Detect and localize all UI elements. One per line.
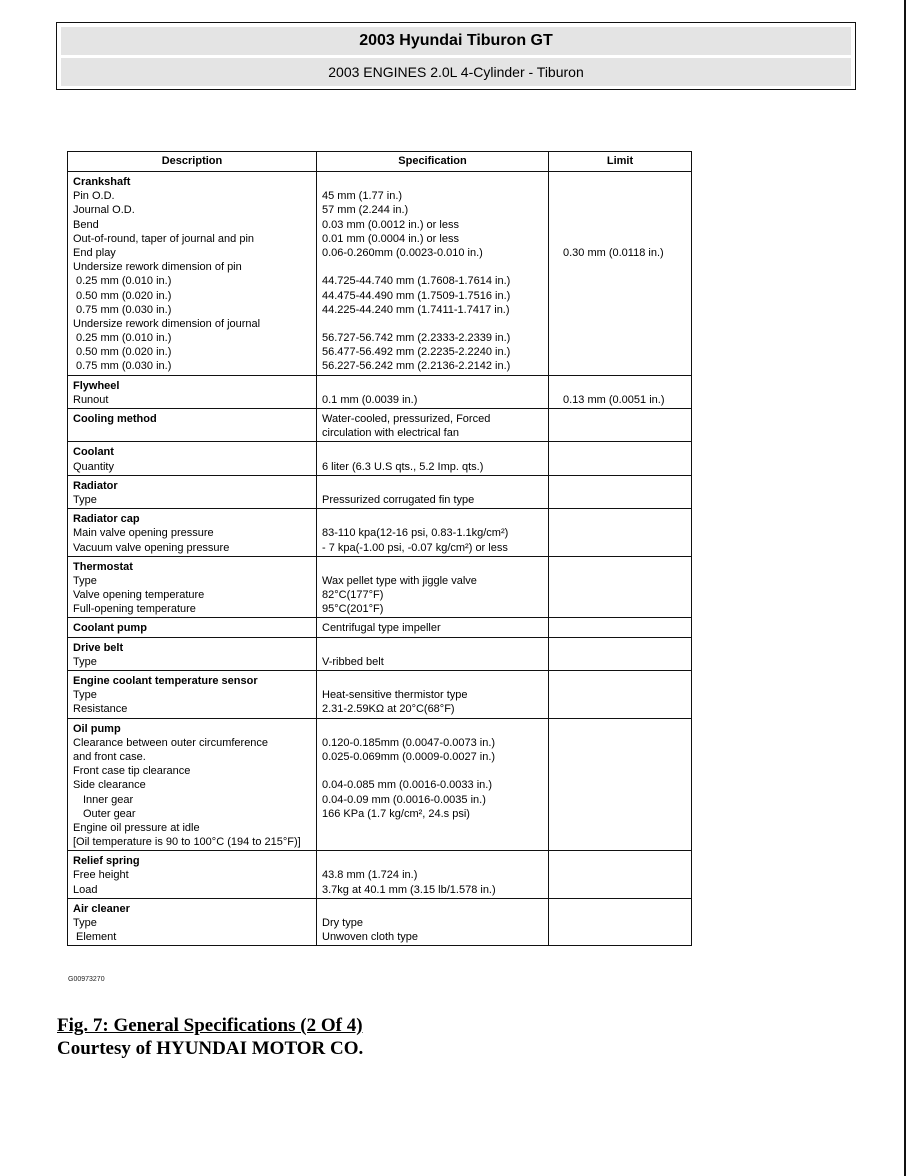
description-cell xyxy=(68,375,317,408)
blank-line xyxy=(563,702,691,716)
description-line: Element xyxy=(76,931,117,944)
section-heading: Radiator xyxy=(73,479,118,492)
blank-line xyxy=(563,641,691,655)
limit-line: 0.30 mm (0.0118 in.) xyxy=(563,246,664,259)
section-heading: Oil pump xyxy=(73,722,121,735)
blank-line xyxy=(563,493,691,507)
limit-line xyxy=(563,218,691,232)
description-line: Engine oil pressure at idle xyxy=(73,821,200,834)
specification-line: 0.03 mm (0.0012 in.) or less xyxy=(322,218,459,231)
description-line: Journal O.D. xyxy=(73,204,135,217)
limit-line xyxy=(563,175,691,189)
specification-line xyxy=(322,479,548,493)
specification-cell xyxy=(317,637,549,670)
column-header-description: Description xyxy=(68,152,317,172)
column-header-specification: Specification xyxy=(317,152,549,172)
blank-line xyxy=(563,574,691,588)
limit-line xyxy=(563,232,691,246)
description-cell xyxy=(68,442,317,475)
blank-line xyxy=(563,916,691,930)
description-cell xyxy=(68,898,317,946)
specification-cell xyxy=(317,409,549,442)
limit-cell xyxy=(549,556,692,618)
limit-cell xyxy=(549,671,692,719)
specification-line: 0.120-0.185mm (0.0047-0.0073 in.) xyxy=(322,736,496,749)
vehicle-title: 2003 Hyundai Tiburon GT xyxy=(61,27,851,55)
blank-line xyxy=(563,274,691,288)
section-heading: Relief spring xyxy=(73,855,140,868)
limit-cell xyxy=(549,409,692,442)
specification-line: 56.727-56.742 mm (2.2333-2.2339 in.) xyxy=(322,332,511,345)
description-line: Vacuum valve opening pressure xyxy=(73,541,230,554)
description-cell xyxy=(68,475,317,508)
blank-line xyxy=(563,260,691,274)
limit-line xyxy=(563,203,691,217)
blank-line xyxy=(563,359,691,373)
specification-line: circulation with electrical fan xyxy=(322,427,459,440)
limit-line xyxy=(563,189,691,203)
specification-line: 166 KPa (1.7 kg/cm², 24.s psi) xyxy=(322,807,470,820)
blank-line xyxy=(563,512,691,526)
table-row xyxy=(68,618,692,637)
description-line: Main valve opening pressure xyxy=(73,527,214,540)
table-row xyxy=(68,851,692,899)
blank-line xyxy=(563,750,691,764)
specification-line xyxy=(322,641,548,655)
blank-line xyxy=(563,688,691,702)
specification-line: 0.06-0.260mm (0.0023-0.010 in.) xyxy=(322,246,483,259)
specification-line: V-ribbed belt xyxy=(322,655,384,668)
specification-line: 56.477-56.492 mm (2.2235-2.2240 in.) xyxy=(322,346,511,359)
description-cell xyxy=(68,618,317,637)
table-body xyxy=(68,172,692,946)
limit-cell xyxy=(549,637,692,670)
description-line: Bend xyxy=(73,218,99,231)
section-heading: Crankshaft xyxy=(73,176,131,188)
description-line: Outer gear xyxy=(83,807,136,820)
blank-line xyxy=(563,460,691,474)
blank-line xyxy=(563,930,691,944)
table-row xyxy=(68,409,692,442)
blank-line xyxy=(563,736,691,750)
specification-line: 44.475-44.490 mm (1.7509-1.7516 in.) xyxy=(322,289,511,302)
specification-line: 43.8 mm (1.724 in.) xyxy=(322,869,418,882)
document-header xyxy=(56,22,856,90)
courtesy-line: Courtesy of HYUNDAI MOTOR CO. xyxy=(57,1038,364,1059)
description-cell xyxy=(68,851,317,899)
specification-line xyxy=(322,674,548,688)
section-subtitle: 2003 ENGINES 2.0L 4-Cylinder - Tiburon xyxy=(61,58,851,86)
table-row xyxy=(68,898,692,946)
blank-line xyxy=(563,854,691,868)
blank-line xyxy=(563,602,691,616)
limit-cell xyxy=(549,475,692,508)
blank-line xyxy=(563,778,691,792)
specification-line xyxy=(322,260,548,274)
description-line: 0.25 mm (0.010 in.) xyxy=(76,275,172,288)
limit-cell xyxy=(549,898,692,946)
description-line: Type xyxy=(73,655,97,668)
specification-cell xyxy=(317,509,549,557)
description-line: Undersize rework dimension of pin xyxy=(73,261,242,274)
description-line: Clearance between outer circumference xyxy=(73,736,269,749)
blank-line xyxy=(563,479,691,493)
section-heading: Air cleaner xyxy=(73,902,130,915)
specification-line: Heat-sensitive thermistor type xyxy=(322,689,468,702)
specification-line xyxy=(322,445,548,459)
limit-cell xyxy=(549,618,692,637)
specification-line xyxy=(322,902,548,916)
limit-cell xyxy=(549,851,692,899)
description-line: 0.50 mm (0.020 in.) xyxy=(76,289,172,302)
blank-line xyxy=(563,426,691,440)
blank-line xyxy=(563,807,691,821)
limit-cell xyxy=(549,718,692,851)
specification-line: 82°C(177°F) xyxy=(322,589,384,602)
description-line: Out-of-round, taper of journal and pin xyxy=(73,232,255,245)
section-heading: Radiator cap xyxy=(73,513,140,526)
section-heading: Cooling method xyxy=(73,413,157,425)
blank-line xyxy=(563,722,691,736)
blank-line xyxy=(563,835,691,849)
description-line: Undersize rework dimension of journal xyxy=(73,317,261,330)
table-header-row xyxy=(68,152,692,172)
table-row xyxy=(68,442,692,475)
description-line: End play xyxy=(73,246,116,259)
section-heading: Coolant xyxy=(73,446,114,459)
description-cell xyxy=(68,409,317,442)
description-line: Valve opening temperature xyxy=(73,589,205,602)
specification-line: 83-110 kpa(12-16 psi, 0.83-1.1kg/cm²) xyxy=(322,527,509,540)
specification-cell xyxy=(317,618,549,637)
general-specifications-table xyxy=(67,151,692,946)
limit-cell xyxy=(549,442,692,475)
table-row xyxy=(68,172,692,376)
specification-line: 2.31-2.59KΩ at 20°C(68°F) xyxy=(322,703,455,716)
specification-cell xyxy=(317,851,549,899)
description-line: Load xyxy=(73,883,98,896)
specification-line: 95°C(201°F) xyxy=(322,603,384,616)
description-line: Quantity xyxy=(73,460,114,473)
specification-line: 45 mm (1.77 in.) xyxy=(322,190,403,203)
specification-cell xyxy=(317,898,549,946)
specification-line: 44.225-44.240 mm (1.7411-1.7417 in.) xyxy=(322,303,510,316)
blank-line xyxy=(563,289,691,303)
description-line: 0.75 mm (0.030 in.) xyxy=(76,360,172,373)
description-line: Type xyxy=(73,574,97,587)
blank-line xyxy=(563,412,691,426)
description-line: 0.50 mm (0.020 in.) xyxy=(76,346,172,359)
blank-line xyxy=(322,835,548,849)
limit-line xyxy=(563,379,691,393)
blank-line xyxy=(563,793,691,807)
specification-line xyxy=(322,175,548,189)
specification-line: 3.7kg at 40.1 mm (3.15 lb/1.578 in.) xyxy=(322,883,496,896)
specification-cell xyxy=(317,172,549,376)
blank-line xyxy=(563,541,691,555)
specification-cell xyxy=(317,475,549,508)
figure-caption xyxy=(57,1014,363,1060)
description-cell xyxy=(68,509,317,557)
specification-line xyxy=(322,512,548,526)
description-line: Type xyxy=(73,689,97,702)
table-row xyxy=(68,718,692,851)
page-edge-rule xyxy=(904,0,906,1176)
specification-line: Unwoven cloth type xyxy=(322,931,418,944)
description-line: 0.75 mm (0.030 in.) xyxy=(76,303,172,316)
blank-line xyxy=(563,674,691,688)
table-row xyxy=(68,375,692,408)
specification-line xyxy=(322,722,548,736)
blank-line xyxy=(563,560,691,574)
blank-line xyxy=(563,655,691,669)
section-heading: Drive belt xyxy=(73,641,124,654)
blank-line xyxy=(563,902,691,916)
specification-line: Centrifugal type impeller xyxy=(322,622,441,635)
specification-cell xyxy=(317,718,549,851)
description-cell xyxy=(68,556,317,618)
blank-line xyxy=(563,821,691,835)
description-line: Pin O.D. xyxy=(73,190,115,203)
description-line: Front case tip clearance xyxy=(73,765,191,778)
specification-line xyxy=(322,764,548,778)
blank-line xyxy=(563,764,691,778)
limit-line: 0.13 mm (0.0051 in.) xyxy=(563,393,665,406)
description-line: 0.25 mm (0.010 in.) xyxy=(76,332,172,345)
table-row xyxy=(68,671,692,719)
section-heading: Coolant pump xyxy=(73,622,147,635)
blank-line xyxy=(563,345,691,359)
description-line: Full-opening temperature xyxy=(73,603,196,616)
blank-line xyxy=(563,588,691,602)
blank-line xyxy=(563,331,691,345)
specification-line: 0.04-0.085 mm (0.0016-0.0033 in.) xyxy=(322,779,492,792)
figure-id: G00973270 xyxy=(68,976,105,983)
figure-title: Fig. 7: General Specifications (2 Of 4) xyxy=(57,1015,363,1036)
blank-line xyxy=(563,317,691,331)
description-cell xyxy=(68,671,317,719)
description-line: [Oil temperature is 90 to 100°C (194 to 215°F)] xyxy=(73,836,301,849)
specification-line: Water-cooled, pressurized, Forced xyxy=(322,413,491,425)
table-row xyxy=(68,475,692,508)
specification-cell xyxy=(317,671,549,719)
blank-line xyxy=(563,303,691,317)
specification-line: - 7 kpa(-1.00 psi, -0.07 kg/cm²) or less xyxy=(322,541,508,554)
description-line: and front case. xyxy=(73,750,146,763)
specification-cell xyxy=(317,375,549,408)
specification-line: 0.04-0.09 mm (0.0016-0.0035 in.) xyxy=(322,793,486,806)
description-line: Free height xyxy=(73,869,129,882)
description-line: Type xyxy=(73,917,97,929)
blank-line xyxy=(563,445,691,459)
specification-line: 56.227-56.242 mm (2.2136-2.2142 in.) xyxy=(322,360,511,373)
section-heading: Engine coolant temperature sensor xyxy=(73,675,258,687)
blank-line xyxy=(563,868,691,882)
description-cell xyxy=(68,172,317,376)
description-cell xyxy=(68,637,317,670)
blank-line xyxy=(563,526,691,540)
table-row xyxy=(68,637,692,670)
section-heading: Thermostat xyxy=(73,560,133,573)
description-line: Inner gear xyxy=(83,793,134,806)
specification-line: 57 mm (2.244 in.) xyxy=(322,204,409,217)
specification-line xyxy=(322,854,548,868)
section-heading: Flywheel xyxy=(73,379,120,392)
specification-line: 0.01 mm (0.0004 in.) or less xyxy=(322,232,459,245)
description-line: Side clearance xyxy=(73,779,146,792)
specification-line: Pressurized corrugated fin type xyxy=(322,493,475,506)
table-row xyxy=(68,556,692,618)
specification-cell xyxy=(317,442,549,475)
blank-line xyxy=(563,883,691,897)
description-line: Type xyxy=(73,493,97,506)
description-cell xyxy=(68,718,317,851)
blank-line xyxy=(73,426,316,440)
specification-line: 6 liter (6.3 U.S qts., 5.2 Imp. qts.) xyxy=(322,460,484,473)
specification-line: Wax pellet type with jiggle valve xyxy=(322,574,477,587)
blank-line xyxy=(322,821,548,835)
specification-line xyxy=(322,379,548,393)
blank-line xyxy=(563,621,691,635)
specification-line xyxy=(322,317,548,331)
description-line: Runout xyxy=(73,393,109,406)
limit-cell xyxy=(549,509,692,557)
specification-line: 0.025-0.069mm (0.0009-0.0027 in.) xyxy=(322,750,496,763)
specification-line xyxy=(322,560,548,574)
column-header-limit: Limit xyxy=(549,152,692,172)
limit-cell xyxy=(549,172,692,376)
specification-line: 44.725-44.740 mm (1.7608-1.7614 in.) xyxy=(322,275,511,288)
table-row xyxy=(68,509,692,557)
specification-line: Dry type xyxy=(322,917,363,929)
limit-cell xyxy=(549,375,692,408)
specification-cell xyxy=(317,556,549,618)
description-line: Resistance xyxy=(73,703,128,716)
specification-line: 0.1 mm (0.0039 in.) xyxy=(322,393,418,406)
